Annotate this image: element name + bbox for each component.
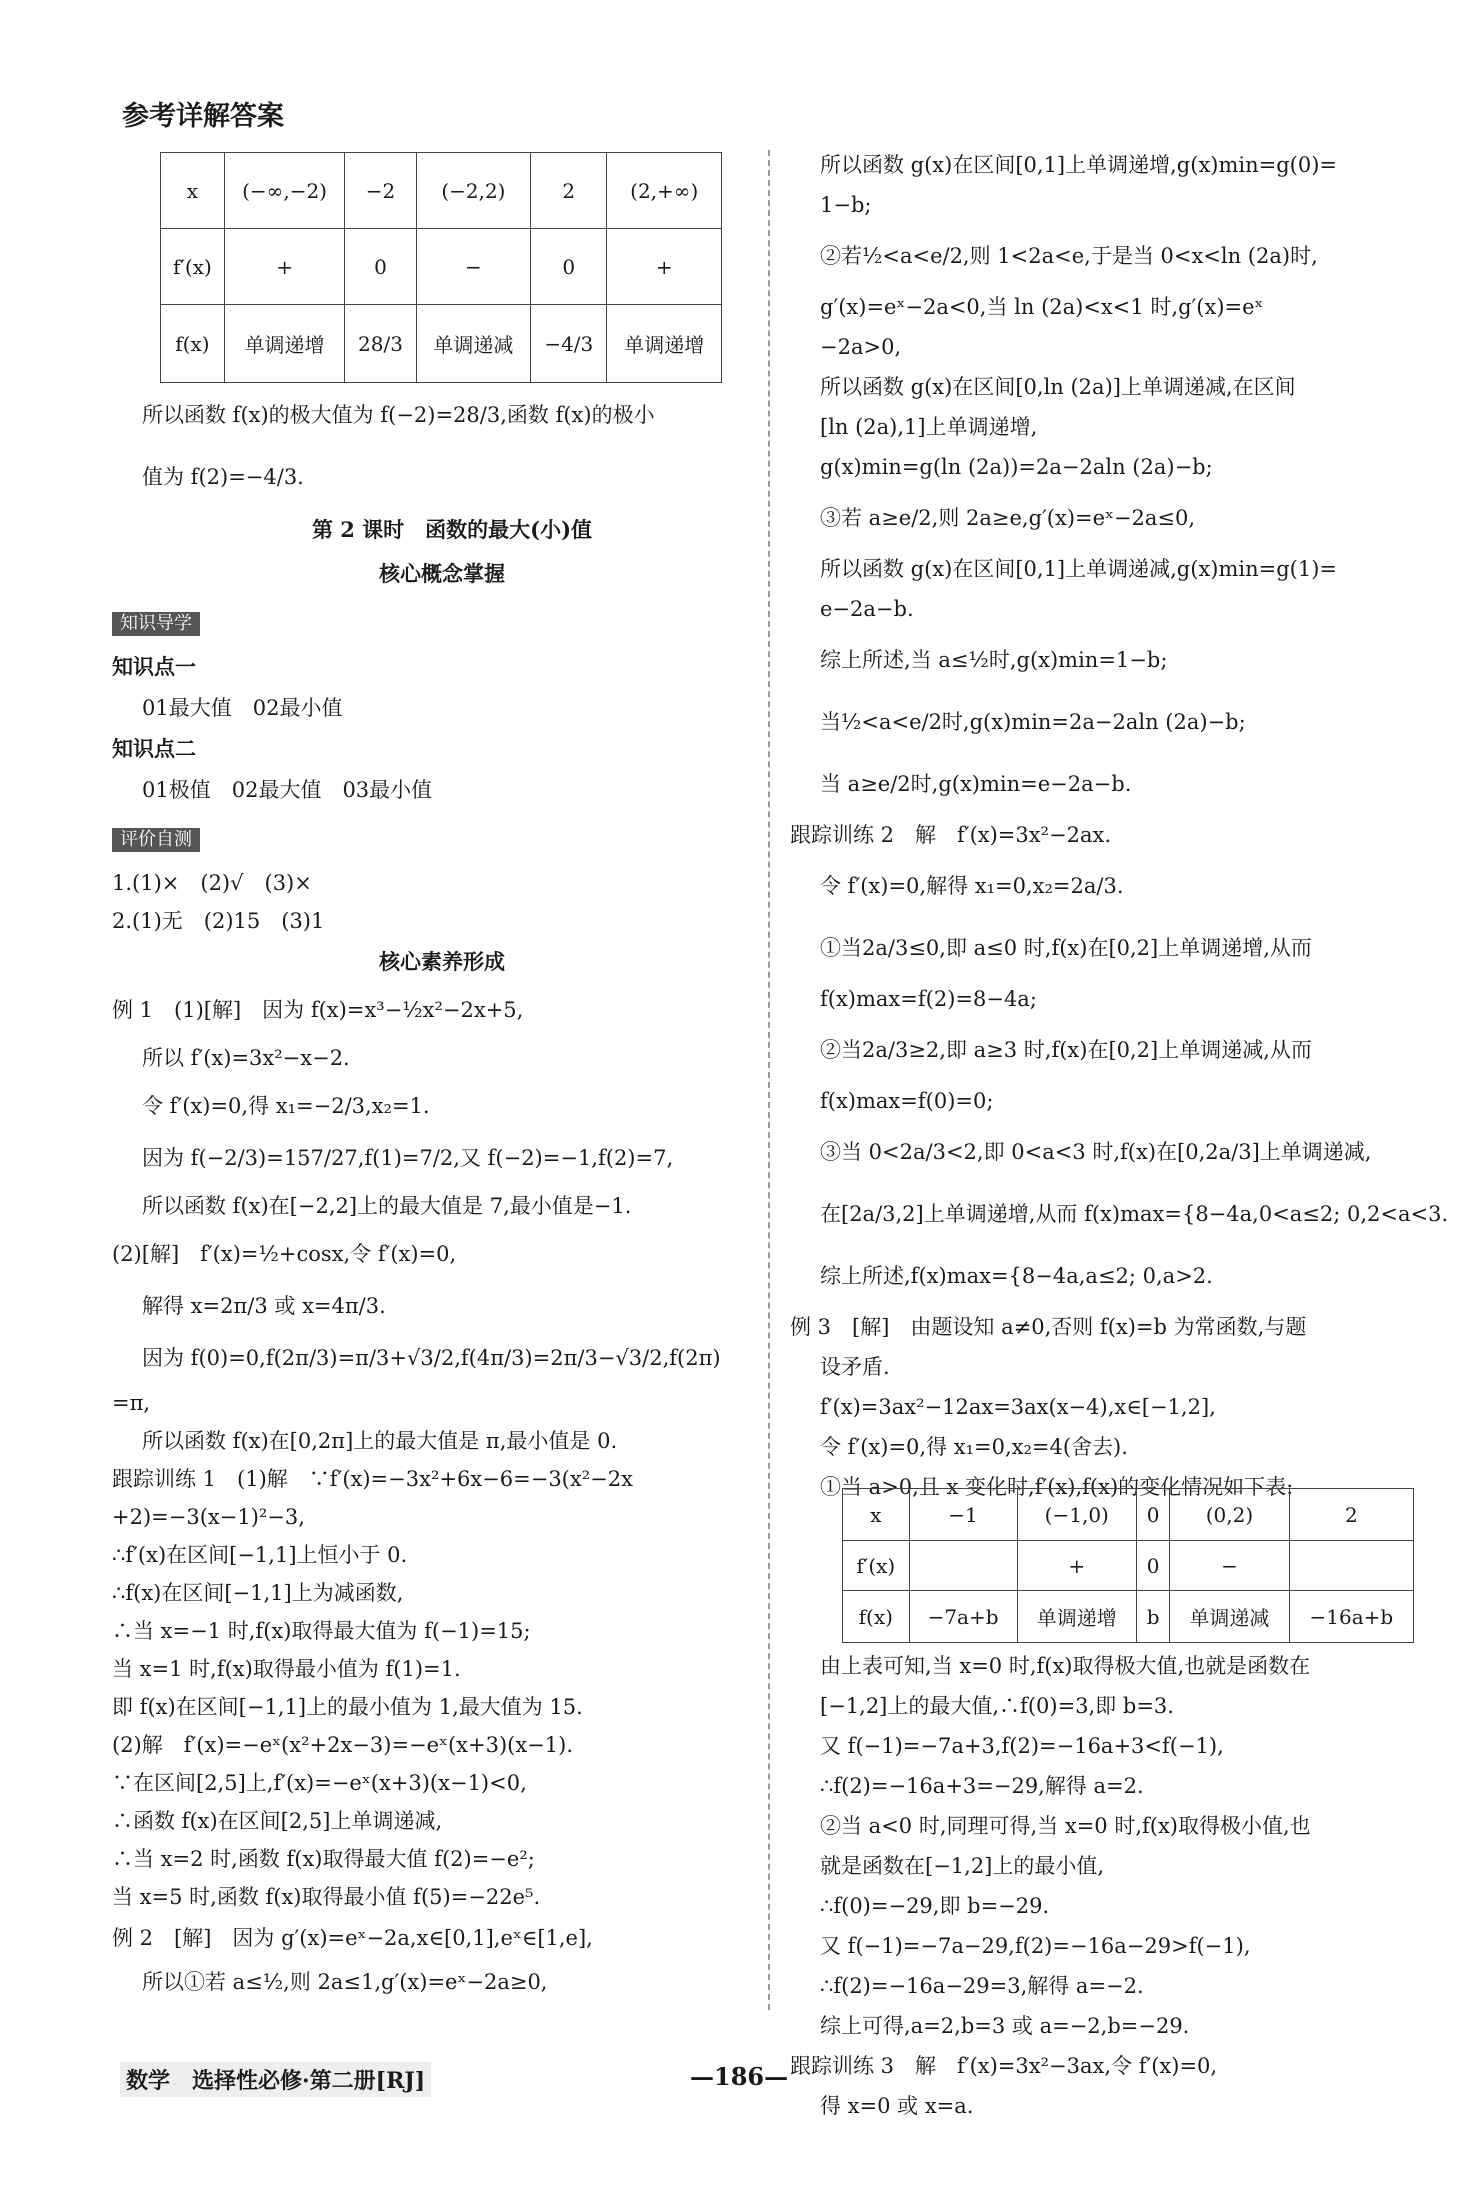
text-line: 又 f(−1)=−7a+3,f(2)=−16a+3<f(−1), (820, 1734, 1224, 1758)
table-cell: (0,2) (1170, 1489, 1290, 1541)
text-line: 令 f′(x)=0,得 x₁=0,x₂=4(舍去). (820, 1435, 1128, 1459)
text-line: 综上可得,a=2,b=3 或 a=−2,b=−29. (820, 2014, 1190, 2038)
page-header: 参考详解答案 (122, 101, 284, 132)
text-line: 例 2 [解] 因为 g′(x)=eˣ−2a,x∈[0,1],eˣ∈[1,e], (112, 1926, 593, 1950)
text-line: ∴当 x=−1 时,f(x)取得最大值为 f(−1)=15; (112, 1619, 531, 1643)
text-line: ①当2a/3≤0,即 a≤0 时,f(x)在[0,2]上单调递增,从而 (820, 936, 1312, 960)
table-cell: 0 (1137, 1541, 1170, 1591)
table-cell: 2 (1289, 1489, 1413, 1541)
text-line: f(x)max=f(2)=8−4a; (820, 987, 1037, 1011)
table-cell: 28/3 (345, 305, 416, 383)
column-divider (768, 150, 770, 2010)
text-line: 知识点一 (112, 654, 196, 679)
text-line: 所以函数 g(x)在区间[0,1]上单调递增,g(x)min=g(0)= (820, 153, 1338, 177)
text-line: 当½<a<e/2时,g(x)min=2a−2aln (2a)−b; (820, 710, 1246, 734)
text-line: 在[2a/3,2]上单调递增,从而 f(x)max={8−4a,0<a≤2; 0,2<a<3. (820, 1202, 1449, 1226)
text-line: 所以 f′(x)=3x²−x−2. (142, 1046, 350, 1070)
table-cell: f′(x) (161, 229, 225, 305)
text-line: ③当 0<2a/3<2,即 0<a<3 时,f(x)在[0,2a/3]上单调递减, (820, 1140, 1372, 1164)
text-line: e−2a−b. (820, 597, 914, 621)
text-line: 当 x=5 时,函数 f(x)取得最小值 f(5)=−22e⁵. (112, 1885, 541, 1909)
text-line: =π, (112, 1391, 151, 1415)
table-cell: f′(x) (843, 1541, 910, 1591)
section-heading: 核心概念掌握 (379, 561, 505, 586)
table-cell: −4/3 (531, 305, 607, 383)
text-line: 解得 x=2π/3 或 x=4π/3. (142, 1294, 386, 1318)
tag-row (112, 596, 772, 648)
section-heading: 核心素养形成 (379, 949, 505, 974)
text-line: ②当 a<0 时,同理可得,当 x=0 时,f(x)取得极小值,也 (820, 1814, 1311, 1838)
text-line: 所以函数 g(x)在区间[0,1]上单调递减,g(x)min=g(1)= (820, 557, 1338, 581)
table-cell: + (224, 229, 345, 305)
text-line: 即 f(x)在区间[−1,1]上的最小值为 1,最大值为 15. (112, 1695, 583, 1719)
table-cell: f(x) (843, 1591, 910, 1643)
lesson-title: 第 2 课时 函数的最大(小)值 (311, 517, 593, 542)
table-cell: −2 (345, 153, 416, 229)
table-cell: − (416, 229, 531, 305)
left-column (112, 384, 772, 2004)
table-cell: 单调递增 (1017, 1591, 1137, 1643)
text-line: 当 x=1 时,f(x)取得最小值为 f(1)=1. (112, 1657, 461, 1681)
text-line: ∴函数 f(x)在区间[2,5]上单调递减, (112, 1809, 443, 1833)
text-line: 综上所述,当 a≤½时,g(x)min=1−b; (820, 648, 1168, 672)
text-line: (2)解 f′(x)=−eˣ(x²+2x−3)=−eˣ(x+3)(x−1). (112, 1733, 574, 1757)
table-cell: x (161, 153, 225, 229)
text-line: ①当 a>0,且 x 变化时,f′(x),f(x)的变化情况如下表: (820, 1475, 1294, 1499)
table-cell: x (843, 1489, 910, 1541)
text-line: 令 f′(x)=0,解得 x₁=0,x₂=2a/3. (820, 874, 1124, 898)
text-line: −2a>0, (820, 335, 902, 359)
text-line: 所以函数 f(x)在[−2,2]上的最大值是 7,最小值是−1. (142, 1194, 632, 1218)
text-line: ②当2a/3≥2,即 a≥3 时,f(x)在[0,2]上单调递减,从而 (820, 1038, 1312, 1062)
text-line: 所以函数 g(x)在区间[0,ln (2a)]上单调递减,在区间 (820, 375, 1296, 399)
table-cell: f(x) (161, 305, 225, 383)
text-line: ∴f(2)=−16a+3=−29,解得 a=2. (820, 1774, 1144, 1798)
text-line: 由上表可知,当 x=0 时,f(x)取得极大值,也就是函数在 (820, 1654, 1311, 1678)
text-line: [ln (2a),1]上单调递增, (820, 415, 1038, 439)
text-line: ∵在区间[2,5]上,f′(x)=−eˣ(x+3)(x−1)<0, (112, 1771, 527, 1795)
text-line: (2)[解] f′(x)=½+cosx,令 f′(x)=0, (112, 1242, 457, 1266)
text-line: ②若½<a<e/2,则 1<2a<e,于是当 0<x<ln (2a)时, (820, 244, 1318, 268)
table-cell: − (1170, 1541, 1290, 1591)
text-line: 设矛盾. (820, 1355, 890, 1379)
text-line: ∴f′(x)在区间[−1,1]上恒小于 0. (112, 1543, 408, 1567)
table-cell: 单调递减 (416, 305, 531, 383)
text-line: 01最大值 02最小值 (142, 696, 343, 720)
section-tag: 知识导学 (112, 612, 200, 636)
table-cell: b (1137, 1591, 1170, 1643)
text-line: 令 f′(x)=0,得 x₁=−2/3,x₂=1. (142, 1094, 430, 1118)
table-cell: (2,+∞) (607, 153, 722, 229)
text-line: 跟踪训练 1 (1)解 ∵f′(x)=−3x²+6x−6=−3(x²−2x (112, 1467, 633, 1491)
right-column (790, 145, 1449, 1507)
table-cell: 0 (345, 229, 416, 305)
table-cell: 单调递增 (607, 305, 722, 383)
table-cell: 0 (531, 229, 607, 305)
text-line: 所以①若 a≤½,则 2a≤1,g′(x)=eˣ−2a≥0, (142, 1970, 548, 1994)
text-line: ∴f(0)=−29,即 b=−29. (820, 1894, 1050, 1918)
text-line: 值为 f(2)=−4/3. (142, 465, 304, 489)
text-line: g(x)min=g(ln (2a))=2a−2aln (2a)−b; (820, 455, 1213, 479)
text-line: 跟踪训练 3 解 f′(x)=3x²−3ax,令 f′(x)=0, (790, 2054, 1218, 2078)
footer-subject: 数学 选择性必修·第二册[RJ] (120, 2062, 431, 2097)
text-line: f(x)max=f(0)=0; (820, 1089, 994, 1113)
table-cell: 0 (1137, 1489, 1170, 1541)
table-cell: −1 (909, 1489, 1017, 1541)
tag-row (112, 812, 772, 864)
variation-table-2 (842, 1488, 1414, 1643)
table-cell: 2 (531, 153, 607, 229)
table-cell: (−1,0) (1017, 1489, 1137, 1541)
table-cell: (−2,2) (416, 153, 531, 229)
text-line: 就是函数在[−1,2]上的最小值, (820, 1854, 1105, 1878)
text-line: ∴f(2)=−16a−29=3,解得 a=−2. (820, 1974, 1144, 1998)
text-line: 综上所述,f(x)max={8−4a,a≤2; 0,a>2. (820, 1264, 1213, 1288)
text-line: g′(x)=eˣ−2a<0,当 ln (2a)<x<1 时,g′(x)=eˣ (820, 295, 1264, 319)
text-line: f′(x)=3ax²−12ax=3ax(x−4),x∈[−1,2], (820, 1395, 1216, 1419)
table-cell: + (1017, 1541, 1137, 1591)
text-line: 跟踪训练 2 解 f′(x)=3x²−2ax. (790, 823, 1112, 847)
right-column-continued (790, 1646, 1430, 2126)
table-cell: 单调递减 (1170, 1591, 1290, 1643)
text-line: 因为 f(0)=0,f(2π/3)=π/3+√3/2,f(4π/3)=2π/3−√3/2,f(2π) (142, 1346, 721, 1370)
table-cell: −16a+b (1289, 1591, 1413, 1643)
table-cell (909, 1541, 1017, 1591)
table-cell (1289, 1541, 1413, 1591)
text-line: +2)=−3(x−1)²−3, (112, 1505, 305, 1529)
text-line: 01极值 02最大值 03最小值 (142, 778, 433, 802)
variation-table-1 (160, 152, 722, 383)
text-line: ∴f(x)在区间[−1,1]上为减函数, (112, 1581, 404, 1605)
text-line: 知识点二 (112, 736, 196, 761)
text-line: 所以函数 f(x)的极大值为 f(−2)=28/3,函数 f(x)的极小 (142, 403, 655, 427)
text-line: 2.(1)无 (2)15 (3)1 (112, 909, 325, 933)
table-cell: −7a+b (909, 1591, 1017, 1643)
text-line: 例 1 (1)[解] 因为 f(x)=x³−½x²−2x+5, (112, 998, 524, 1022)
text-line: 所以函数 f(x)在[0,2π]上的最大值是 π,最小值是 0. (142, 1429, 618, 1453)
text-line: 例 3 [解] 由题设知 a≠0,否则 f(x)=b 为常函数,与题 (790, 1315, 1307, 1339)
page-number: —186— (690, 2062, 789, 2091)
text-line: 1.(1)× (2)√ (3)× (112, 871, 312, 895)
section-tag: 评价自测 (112, 828, 200, 852)
table-cell: 单调递增 (224, 305, 345, 383)
text-line: ③若 a≥e/2,则 2a≥e,g′(x)=eˣ−2a≤0, (820, 506, 1196, 530)
text-line: ∴当 x=2 时,函数 f(x)取得最大值 f(2)=−e²; (112, 1847, 535, 1871)
text-line: 又 f(−1)=−7a−29,f(2)=−16a−29>f(−1), (820, 1934, 1251, 1958)
table-cell: + (607, 229, 722, 305)
text-line: 当 a≥e/2时,g(x)min=e−2a−b. (820, 772, 1132, 796)
text-line: 1−b; (820, 193, 872, 217)
text-line: 得 x=0 或 x=a. (820, 2094, 974, 2118)
table-cell: (−∞,−2) (224, 153, 345, 229)
text-line: 因为 f(−2/3)=157/27,f(1)=7/2,又 f(−2)=−1,f(2)=7, (142, 1146, 674, 1170)
text-line: [−1,2]上的最大值,∴f(0)=3,即 b=3. (820, 1694, 1174, 1718)
